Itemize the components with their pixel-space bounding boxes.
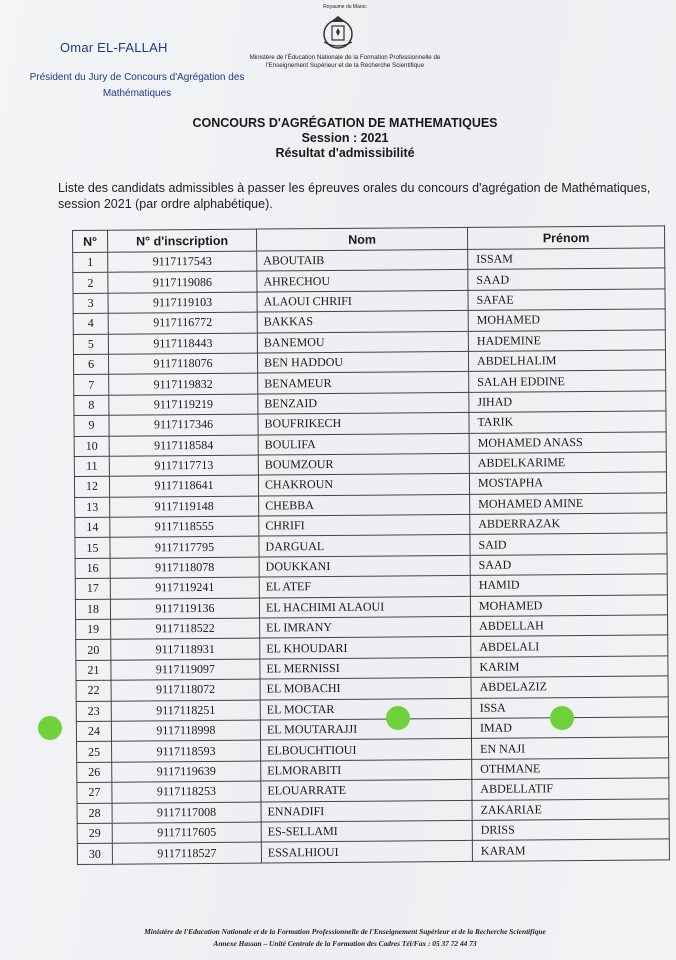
document-title (100, 116, 590, 161)
row-number: 19 (76, 619, 111, 640)
registration-number: 9117118593 (112, 740, 261, 762)
last-name: DARGUAL (259, 535, 470, 557)
last-name: EL KHOUDARI (260, 637, 471, 659)
first-name: IMAD (471, 717, 668, 739)
last-name: ESSALHIOUI (261, 841, 472, 863)
last-name: CHEBBA (259, 494, 470, 516)
registration-number: 9117117008 (112, 802, 261, 824)
document-footer (90, 926, 600, 950)
registration-number: 9117119639 (112, 761, 261, 783)
registration-number: 9117119219 (109, 394, 258, 416)
first-name: MOHAMED (470, 594, 667, 616)
highlight-dot-middle (386, 706, 410, 730)
last-name: AHRECHOU (257, 270, 468, 292)
last-name: BENAMEUR (258, 372, 469, 394)
last-name: EL MOCTAR (260, 698, 471, 720)
last-name: ES-SELLAMI (261, 820, 472, 842)
registration-number: 9117118522 (111, 618, 260, 640)
registration-number: 9117117795 (110, 537, 259, 559)
first-name: MOHAMED AMINE (470, 493, 667, 515)
registration-number: 9117118998 (111, 720, 260, 742)
registration-number: 9117117713 (109, 455, 258, 477)
kingdom-label: Royaume du Maroc (323, 4, 367, 10)
row-number: 3 (73, 293, 108, 314)
last-name: BOUMZOUR (258, 453, 469, 475)
first-name: ABDELLATIF (472, 778, 669, 800)
row-number: 22 (76, 680, 111, 701)
footer-line-2: Annexe Hassan – Unité Centrale de la Formation des Cadres Tél/Fax : 05 37 72 44 73 (213, 939, 477, 948)
row-number: 2 (73, 273, 108, 294)
intro-paragraph: Liste des candidats admissibles à passer les épreuves orales du concours d'agrégation de Mathématiques, session 2021 (par ordre alphabétique). (58, 181, 651, 211)
row-number: 9 (74, 415, 109, 436)
header-number: N° (73, 230, 108, 252)
registration-number: 9117118253 (112, 781, 261, 803)
registration-number: 9117119148 (110, 496, 259, 518)
first-name: ABDELALI (471, 635, 668, 657)
first-name: ISSA (471, 696, 668, 718)
last-name: BEN HADDOU (257, 351, 468, 373)
row-number: 17 (75, 578, 110, 599)
row-number: 23 (76, 701, 111, 722)
row-number: 11 (74, 456, 109, 477)
row-number: 8 (74, 395, 109, 416)
row-number: 21 (76, 660, 111, 681)
last-name: EL MOBACHI (260, 678, 471, 700)
first-name: ABDELKARIME (469, 452, 666, 474)
footer-line-1: Ministère de l'Education Nationale et de la Formation Professionnelle de l'Enseignement Supérieur et de la Recherche Scientifique (144, 927, 546, 936)
registration-number: 9117117346 (109, 414, 258, 436)
row-number: 5 (73, 334, 108, 355)
last-name: BOUFRIKECH (258, 413, 469, 435)
first-name: SALAH EDDINE (469, 370, 666, 392)
last-name: ENNADIFI (261, 800, 472, 822)
row-number: 26 (77, 762, 112, 783)
last-name: BENZAID (258, 392, 469, 414)
title-line-1: CONCOURS D'AGRÉGATION DE MATHEMATIQUES (192, 116, 498, 130)
registration-number: 9117118072 (111, 679, 260, 701)
registration-number: 9117119241 (110, 577, 259, 599)
registration-number: 9117119097 (111, 659, 260, 681)
first-name: ABDELLAH (471, 615, 668, 637)
row-number: 14 (75, 517, 110, 538)
highlight-dot-right (550, 706, 574, 730)
row-number: 24 (76, 721, 111, 742)
registration-number: 9117119086 (108, 271, 257, 293)
row-number: 4 (73, 313, 108, 334)
registration-number: 9117118931 (111, 638, 260, 660)
last-name: BOULIFA (258, 433, 469, 455)
row-number: 30 (77, 844, 112, 865)
sender-title: Président du Jury de Concours d'Agrégation des Mathématiques (29, 72, 245, 99)
first-name: EN NAJI (472, 737, 669, 759)
registration-number: 9117118076 (108, 353, 257, 375)
last-name: BAKKAS (257, 311, 468, 333)
first-name: SAAD (468, 268, 665, 290)
registration-number: 9117117543 (108, 251, 257, 273)
first-name: ABDELHALIM (468, 350, 665, 372)
header-first-name: Prénom (467, 226, 664, 250)
admissibility-table (72, 225, 670, 864)
last-name: CHAKROUN (258, 474, 469, 496)
first-name: ISSAM (468, 248, 665, 270)
row-number: 18 (75, 599, 110, 620)
row-number: 13 (75, 497, 110, 518)
registration-number: 9117118641 (109, 475, 258, 497)
table-row (77, 839, 669, 864)
row-number: 6 (73, 354, 108, 375)
registration-number: 9117119103 (108, 292, 257, 314)
last-name: ELOUARRATE (261, 780, 472, 802)
row-number: 29 (77, 823, 112, 844)
registration-number: 9117118527 (112, 842, 261, 864)
registration-number: 9117118251 (111, 700, 260, 722)
first-name: MOHAMED ANASS (469, 431, 666, 453)
row-number: 16 (75, 558, 110, 579)
registration-number: 9117118078 (110, 557, 259, 579)
registration-number: 9117118443 (108, 333, 257, 355)
royal-seal-icon (318, 12, 358, 57)
first-name: KARIM (471, 656, 668, 678)
row-number: 28 (77, 803, 112, 824)
title-line-3: Résultat d'admissibilité (275, 146, 415, 160)
first-name: ABDERRAZAK (470, 513, 667, 535)
registration-number: 9117116772 (108, 312, 257, 334)
registration-number: 9117118555 (110, 516, 259, 538)
first-name: DRISS (472, 819, 669, 841)
last-name: EL ATEF (259, 576, 470, 598)
registration-number: 9117119136 (110, 598, 259, 620)
last-name: DOUKKANI (259, 555, 470, 577)
first-name: SAAD (470, 554, 667, 576)
highlight-dot-left (38, 716, 62, 740)
row-number: 10 (74, 436, 109, 457)
first-name: MOSTAPHA (469, 472, 666, 494)
last-name: BANEMOU (257, 331, 468, 353)
row-number: 20 (76, 640, 111, 661)
row-number: 27 (77, 782, 112, 803)
first-name: SAFAE (468, 289, 665, 311)
first-name: TARIK (469, 411, 666, 433)
last-name: ABOUTAIB (257, 249, 468, 271)
last-name: EL MOUTARAJJI (260, 718, 471, 740)
registration-number: 9117119832 (109, 373, 258, 395)
first-name: SAID (470, 533, 667, 555)
row-number: 12 (74, 477, 109, 498)
first-name: JIHAD (469, 391, 666, 413)
last-name: EL MERNISSI (260, 657, 471, 679)
last-name: ELBOUCHTIOUI (261, 739, 472, 761)
last-name: EL IMRANY (260, 616, 471, 638)
first-name: MOHAMED (468, 309, 665, 331)
row-number: 15 (75, 538, 110, 559)
sender-name: Omar EL-FALLAH (60, 40, 168, 55)
last-name: CHRIFI (259, 514, 470, 536)
first-name: HADEMINE (468, 329, 665, 351)
header-registration: N° d'inscription (108, 229, 257, 252)
first-name: ABDELAZIZ (471, 676, 668, 698)
last-name: ALAOUI CHRIFI (257, 290, 468, 312)
header-last-name: Nom (256, 227, 467, 251)
title-line-2: Session : 2021 (301, 131, 389, 145)
row-number: 25 (77, 742, 112, 763)
first-name: HAMID (470, 574, 667, 596)
registration-number: 9117118584 (109, 435, 258, 457)
first-name: ZAKARIAE (472, 798, 669, 820)
last-name: ELMORABITI (261, 759, 472, 781)
table-body (73, 248, 670, 864)
registration-number: 9117117605 (112, 822, 261, 844)
ministry-header: Ministère de l'Éducation Nationale de la Formation Professionnelle de l'Enseignement Supérieur et de la Recherche Scientifique (249, 54, 441, 69)
last-name: EL HACHIMI ALAOUI (259, 596, 470, 618)
first-name: KARAM (472, 839, 669, 861)
first-name: OTHMANE (472, 758, 669, 780)
row-number: 1 (73, 252, 108, 273)
row-number: 7 (74, 375, 109, 396)
